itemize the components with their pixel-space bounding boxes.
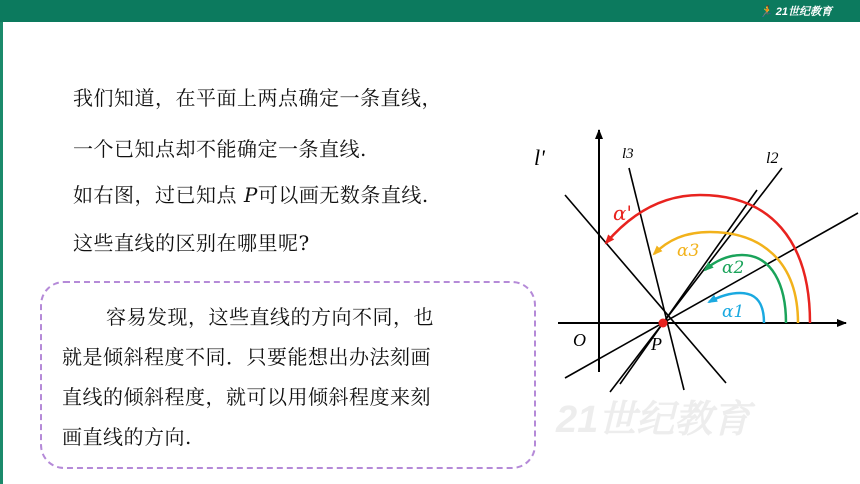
callout-line-2: 就是倾斜程度不同．只要能想出办法刻画	[62, 345, 431, 369]
label-l2: l2	[766, 150, 779, 167]
line-l2	[610, 168, 782, 392]
callout-line-1: 容易发现，这些直线的方向不同，也	[106, 305, 434, 329]
label-alpha2: α2	[722, 258, 745, 278]
line-steep-a	[620, 190, 757, 384]
paragraph-2: 一个已知点却不能确定一条直线.	[73, 137, 367, 161]
paragraph-3-before: 如右图，过已知点	[73, 183, 244, 207]
label-alpha1: α1	[722, 302, 745, 322]
label-alpha-prime: α'	[613, 201, 633, 225]
line-shallow	[565, 213, 858, 378]
paragraph-1: 我们知道，在平面上两点确定一条直线，	[73, 86, 442, 110]
runner-logo-icon: 🏃	[759, 5, 773, 18]
paragraph-3-after: 可以画无数条直线.	[257, 183, 429, 207]
callout-line-4: 画直线的方向.	[62, 425, 192, 449]
paragraph-4: 这些直线的区别在哪里呢?	[73, 231, 310, 255]
brand-text: 21世纪教育	[775, 6, 832, 18]
label-l3: l3	[622, 146, 634, 162]
label-origin: O	[573, 330, 586, 350]
arc-alpha2	[705, 255, 786, 323]
watermark-text: 21世纪教育	[556, 399, 751, 441]
line-l-prime	[565, 195, 726, 383]
callout-line-3: 直线的倾斜程度，就可以用倾斜程度来刻	[62, 385, 431, 409]
label-point-p: P	[651, 334, 662, 354]
label-alpha3: α3	[677, 241, 700, 261]
label-l-prime: l'	[534, 145, 545, 170]
paragraph-3-var: P	[243, 183, 258, 207]
point-p	[659, 319, 668, 328]
